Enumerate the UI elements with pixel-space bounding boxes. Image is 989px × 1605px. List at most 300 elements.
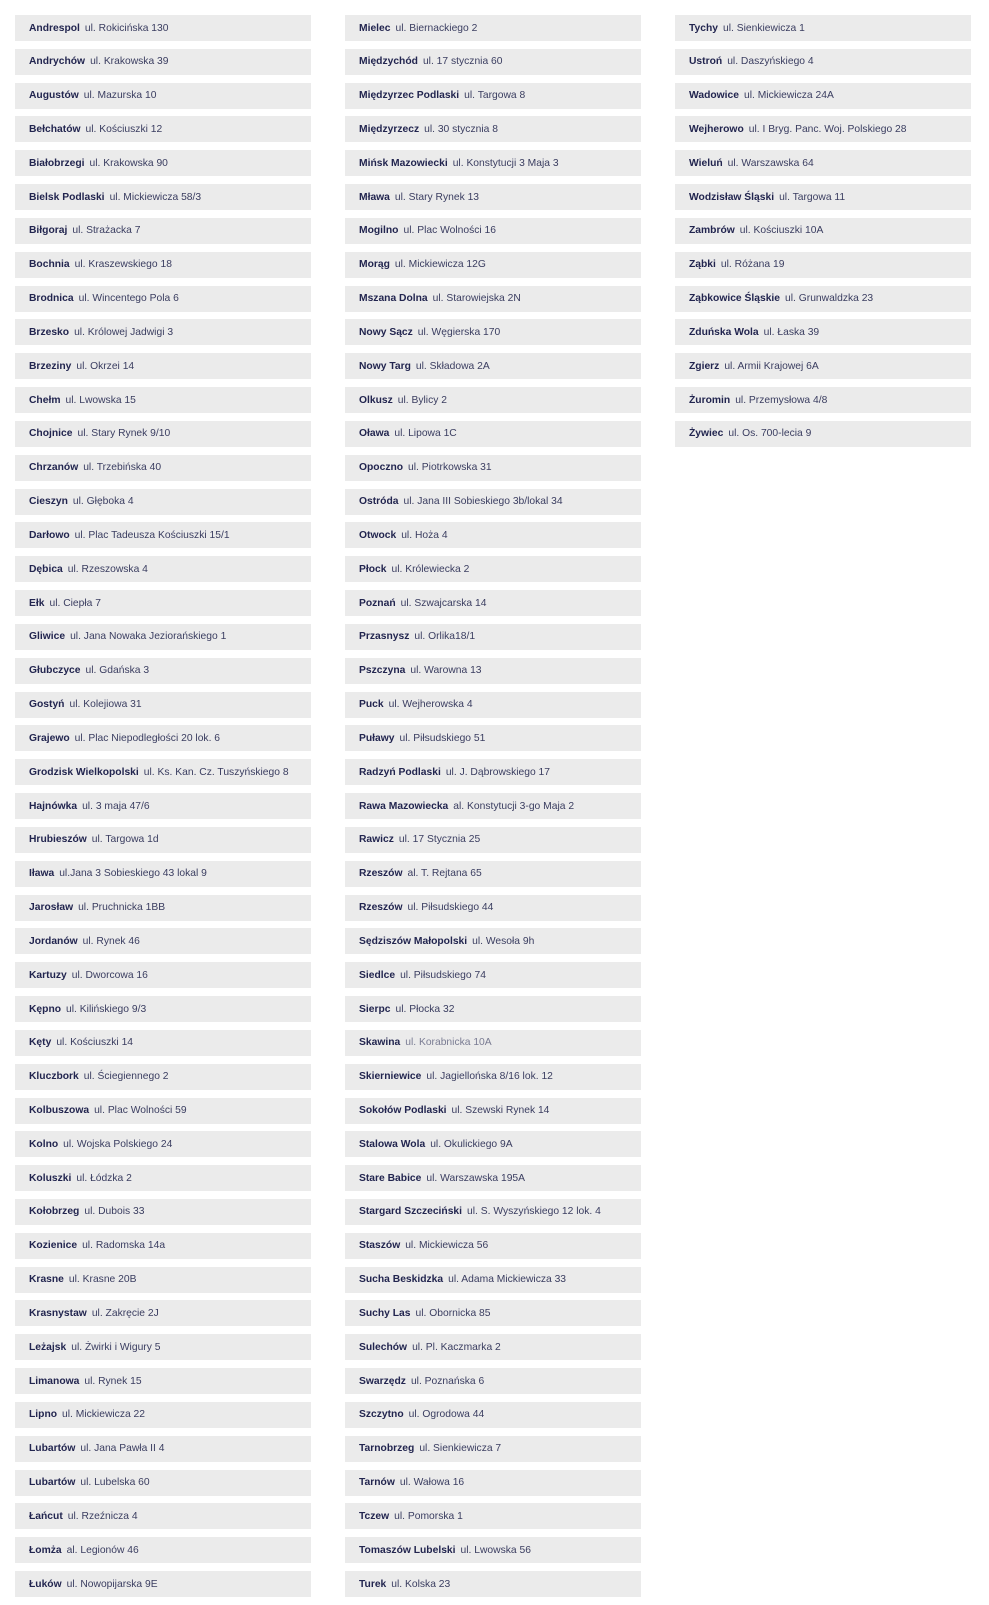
location-item[interactable]: [345, 319, 641, 345]
location-city: Tczew: [359, 1510, 390, 1522]
location-city: Suchy Las: [359, 1307, 411, 1319]
location-city: Limanowa: [29, 1375, 80, 1387]
location-item[interactable]: [15, 1098, 311, 1124]
location-address: al. Konstytucji 3-go Maja 2: [453, 800, 575, 812]
location-item[interactable]: [345, 387, 641, 413]
location-address: ul. Adama Mickiewicza 33: [448, 1274, 567, 1286]
location-item[interactable]: [345, 1131, 641, 1157]
location-city: Dębica: [29, 563, 63, 575]
location-city: Żywiec: [689, 428, 724, 440]
location-city: Łuków: [29, 1578, 62, 1590]
location-item[interactable]: [15, 319, 311, 345]
location-address: ul. Krakowska 90: [89, 157, 168, 169]
location-address: ul. Jana III Sobieskiego 3b/lokal 34: [403, 496, 563, 508]
location-city: Wieluń: [689, 157, 723, 169]
location-city: Płock: [359, 563, 387, 575]
location-city: Morąg: [359, 259, 390, 271]
location-item[interactable]: [15, 1165, 311, 1191]
location-item[interactable]: [345, 1300, 641, 1326]
location-address: ul. Królowej Jadwigi 3: [74, 326, 174, 338]
location-address: ul. Ks. Kan. Cz. Tuszyńskiego 8: [143, 766, 289, 778]
location-address: ul. Piłsudskiego 44: [407, 902, 494, 914]
location-address: ul. Targowa 1d: [91, 834, 159, 846]
location-item[interactable]: [15, 184, 311, 210]
location-address: ul. Okrzei 14: [76, 360, 135, 372]
location-item[interactable]: [345, 827, 641, 853]
location-item[interactable]: [15, 83, 311, 109]
location-item[interactable]: [15, 286, 311, 312]
location-address: ul.Jana 3 Sobieskiego 43 lokal 9: [59, 868, 207, 880]
location-item[interactable]: [675, 150, 971, 176]
location-address: ul. Plac Wolności 16: [403, 225, 496, 237]
location-city: Andrespol: [29, 22, 80, 34]
location-item[interactable]: [345, 590, 641, 616]
location-city: Ząbki: [689, 259, 716, 271]
location-city: Brodnica: [29, 293, 74, 305]
location-address: ul. Poznańska 6: [410, 1375, 485, 1387]
location-item[interactable]: [345, 522, 641, 548]
location-item[interactable]: [15, 1537, 311, 1563]
location-city: Ełk: [29, 597, 45, 609]
location-city: Lubartów: [29, 1443, 76, 1455]
location-address: ul. Nowopijarska 9E: [66, 1578, 158, 1590]
location-address: ul. Trzebińska 40: [83, 462, 162, 474]
location-address: ul. Jagiellońska 8/16 lok. 12: [426, 1071, 553, 1083]
location-city: Sucha Beskidzka: [359, 1274, 444, 1286]
location-address: ul. Daszyńskiego 4: [727, 56, 814, 68]
location-item[interactable]: [15, 1503, 311, 1529]
location-city: Iława: [29, 868, 55, 880]
location-address: ul. Armii Krajowej 6A: [724, 360, 819, 372]
location-item[interactable]: [345, 1334, 641, 1360]
location-address: ul. Plac Tadeusza Kościuszki 15/1: [74, 529, 230, 541]
location-address: ul. Węgierska 170: [417, 326, 501, 338]
location-item[interactable]: [15, 218, 311, 244]
location-city: Kołobrzeg: [29, 1206, 80, 1218]
location-city: Stargard Szczeciński: [359, 1206, 463, 1218]
location-city: Biłgoraj: [29, 225, 68, 237]
location-address: ul. Rynek 46: [82, 935, 140, 947]
location-city: Bochnia: [29, 259, 70, 271]
location-city: Chrzanów: [29, 462, 79, 474]
location-city: Hrubieszów: [29, 834, 87, 846]
location-address: ul. Warszawska 64: [727, 157, 814, 169]
location-address: ul. Głęboka 4: [72, 496, 134, 508]
location-address: ul. Sienkiewicza 7: [419, 1443, 502, 1455]
location-city: Swarzędz: [359, 1375, 406, 1387]
location-city: Lipno: [29, 1409, 58, 1421]
location-address: ul. Łódzka 2: [76, 1172, 132, 1184]
location-item[interactable]: [15, 1368, 311, 1394]
location-item[interactable]: [345, 1571, 641, 1597]
location-address: ul. Mickiewicza 56: [405, 1240, 489, 1252]
location-address: ul. Dubois 33: [84, 1206, 145, 1218]
location-city: Ustroń: [689, 56, 723, 68]
location-address: al. Legionów 46: [66, 1544, 139, 1556]
location-address: ul. Łaska 39: [763, 326, 820, 338]
location-item[interactable]: [15, 1030, 311, 1056]
location-item[interactable]: [15, 387, 311, 413]
location-item[interactable]: [345, 15, 641, 41]
location-column-2: [345, 15, 641, 1605]
location-address: ul. Lubelska 60: [80, 1477, 150, 1489]
location-item[interactable]: [15, 116, 311, 142]
location-city: Nowy Sącz: [359, 326, 413, 338]
location-address: ul. S. Wyszyńskiego 12 lok. 4: [467, 1206, 601, 1218]
location-city: Puck: [359, 699, 384, 711]
location-address: ul. Krakowska 39: [90, 56, 169, 68]
location-address: ul. 17 Stycznia 25: [398, 834, 481, 846]
location-city: Bielsk Podlaski: [29, 191, 105, 203]
location-city: Zambrów: [689, 225, 735, 237]
location-city: Puławy: [359, 732, 395, 744]
location-item[interactable]: [345, 353, 641, 379]
location-address: ul. Pomorska 1: [394, 1510, 463, 1522]
location-city: Olkusz: [359, 394, 393, 406]
location-address: ul. Przemysłowa 4/8: [735, 394, 828, 406]
location-address: ul. Szewski Rynek 14: [451, 1105, 550, 1116]
location-city: Brzesko: [29, 326, 70, 338]
location-city: Głubczyce: [29, 665, 81, 677]
location-address: ul. Rynek 15: [84, 1375, 142, 1387]
location-city: Cieszyn: [29, 496, 68, 508]
location-address: ul. Ciepła 7: [49, 597, 101, 609]
location-city: Kolbuszowa: [29, 1105, 90, 1116]
location-address: ul. Rokicińska 130: [84, 22, 169, 34]
location-address: ul. Stary Rynek 9/10: [77, 428, 171, 440]
location-item[interactable]: [345, 1267, 641, 1293]
location-city: Łomża: [29, 1544, 62, 1556]
location-city: Międzychód: [359, 56, 418, 68]
location-city: Leżajsk: [29, 1341, 67, 1353]
location-address: ul. Jana Nowaka Jeziorańskiego 1: [70, 631, 227, 643]
location-city: Sokołów Podlaski: [359, 1105, 447, 1116]
location-item[interactable]: [345, 556, 641, 582]
location-column-3: [675, 15, 971, 455]
location-item[interactable]: [345, 489, 641, 515]
location-item[interactable]: [15, 1199, 311, 1225]
location-item[interactable]: [15, 556, 311, 582]
location-city: Andrychów: [29, 56, 86, 68]
location-city: Kolno: [29, 1138, 59, 1150]
location-address: ul. Os. 700-lecia 9: [728, 428, 812, 440]
location-city: Mielec: [359, 22, 391, 34]
location-address: ul. Królewiecka 2: [391, 563, 470, 575]
location-item[interactable]: [675, 319, 971, 345]
location-item[interactable]: [345, 455, 641, 481]
location-item[interactable]: [675, 218, 971, 244]
location-item[interactable]: [675, 252, 971, 278]
location-item[interactable]: [345, 759, 641, 785]
location-city: Brzeziny: [29, 360, 72, 372]
location-item[interactable]: [345, 793, 641, 819]
location-item[interactable]: [675, 49, 971, 75]
location-address: ul. Radomska 14a: [82, 1240, 166, 1252]
location-address: ul. Pl. Kaczmarka 2: [412, 1341, 501, 1353]
location-city: Augustów: [29, 90, 79, 102]
location-address: ul. Strażacka 7: [72, 225, 141, 237]
location-city: Hajnówka: [29, 800, 78, 812]
location-item[interactable]: [15, 962, 311, 988]
location-address: ul. Warszawska 195A: [426, 1172, 526, 1184]
location-address: ul. J. Dąbrowskiego 17: [445, 766, 550, 778]
location-address: ul. Mickiewicza 22: [62, 1409, 146, 1421]
location-address: ul. Żwirki i Wigury 5: [71, 1341, 161, 1353]
location-city: Grajewo: [29, 732, 70, 744]
location-item[interactable]: [15, 624, 311, 650]
location-item[interactable]: [345, 1537, 641, 1563]
location-address: ul. Rzeźnicza 4: [67, 1510, 138, 1522]
location-address: ul. Kolejiowa 31: [69, 699, 142, 711]
location-item[interactable]: [345, 116, 641, 142]
location-city: Opoczno: [359, 462, 404, 474]
location-address: ul. Biernackiego 2: [395, 22, 478, 34]
location-item[interactable]: [15, 692, 311, 718]
location-item[interactable]: [345, 1199, 641, 1225]
location-item[interactable]: [15, 421, 311, 447]
location-item[interactable]: [675, 83, 971, 109]
location-item[interactable]: [345, 1064, 641, 1090]
location-item[interactable]: [15, 928, 311, 954]
location-item[interactable]: [15, 759, 311, 785]
location-item[interactable]: [345, 1030, 641, 1056]
location-item[interactable]: [15, 827, 311, 853]
location-city: Mława: [359, 191, 390, 203]
location-address: ul. Sienkiewicza 1: [723, 22, 805, 34]
location-address: ul. Kościuszki 10A: [739, 225, 824, 237]
location-item[interactable]: [15, 725, 311, 751]
location-address: ul. Starowiejska 2N: [432, 293, 521, 305]
location-address: ul. Warowna 13: [410, 665, 482, 677]
location-city: Siedlce: [359, 969, 396, 981]
location-item[interactable]: [15, 1233, 311, 1259]
location-address: ul. Krasne 20B: [68, 1274, 137, 1286]
location-item[interactable]: [675, 286, 971, 312]
location-address: ul. Plac Wolności 59: [94, 1105, 187, 1116]
location-city: Kluczbork: [29, 1071, 79, 1083]
location-city: Tarnobrzeg: [359, 1443, 415, 1455]
location-city: Krasnystaw: [29, 1307, 87, 1319]
location-city: Darłowo: [29, 529, 70, 541]
location-address: ul. Piotrkowska 31: [408, 462, 492, 474]
location-city: Tomaszów Lubelski: [359, 1544, 456, 1556]
location-address: ul. Targowa 8: [464, 90, 526, 102]
location-address: ul. Kolska 23: [391, 1578, 451, 1590]
location-city: Rzeszów: [359, 868, 403, 880]
location-city: Turek: [359, 1578, 387, 1590]
location-item[interactable]: [345, 725, 641, 751]
location-item[interactable]: [675, 116, 971, 142]
location-city: Tarnów: [359, 1477, 395, 1489]
location-address: ul. Szwajcarska 14: [400, 597, 487, 609]
location-item[interactable]: [15, 252, 311, 278]
location-item[interactable]: [15, 522, 311, 548]
location-address: ul. Plac Niepodległości 20 lok. 6: [74, 732, 221, 744]
location-city: Otwock: [359, 529, 397, 541]
location-city: Mszana Dolna: [359, 293, 428, 305]
location-item[interactable]: [15, 1470, 311, 1496]
location-address: ul. Ogrodowa 44: [408, 1409, 485, 1421]
location-city: Żuromin: [689, 394, 731, 406]
location-address: ul. Targowa 11: [779, 191, 846, 203]
location-item[interactable]: [15, 590, 311, 616]
location-city: Stare Babice: [359, 1172, 422, 1184]
location-item[interactable]: [15, 861, 311, 887]
location-item[interactable]: [15, 996, 311, 1022]
location-item[interactable]: [345, 1233, 641, 1259]
location-item[interactable]: [675, 353, 971, 379]
location-city: Radzyń Podlaski: [359, 766, 441, 778]
location-item[interactable]: [15, 1436, 311, 1462]
location-address: ul. Obornicka 85: [415, 1307, 491, 1319]
location-item[interactable]: [345, 1368, 641, 1394]
location-item[interactable]: [345, 1402, 641, 1428]
location-address: ul. Mickiewicza 12G: [394, 259, 486, 271]
location-address: ul. Piłsudskiego 74: [400, 969, 486, 981]
location-item[interactable]: [15, 793, 311, 819]
location-address: ul. Pruchnicka 1BB: [78, 902, 166, 914]
location-city: Oława: [359, 428, 390, 440]
location-item[interactable]: [345, 1503, 641, 1529]
location-address: ul. Wałowa 16: [399, 1477, 465, 1489]
location-city: Stalowa Wola: [359, 1138, 426, 1150]
location-item[interactable]: [345, 1436, 641, 1462]
location-item[interactable]: [345, 83, 641, 109]
location-city: Chełm: [29, 394, 61, 406]
location-city: Jordanów: [29, 935, 78, 947]
location-item[interactable]: [345, 861, 641, 887]
location-city: Międzyrzec Podlaski: [359, 90, 460, 102]
location-item[interactable]: [15, 150, 311, 176]
location-item[interactable]: [15, 455, 311, 481]
location-address: ul. Kilińskiego 9/3: [66, 1003, 147, 1015]
location-address: ul. Okulickiego 9A: [430, 1138, 513, 1150]
location-address: ul. Zakręcie 2J: [91, 1307, 159, 1319]
location-item[interactable]: [345, 252, 641, 278]
location-item[interactable]: [15, 1300, 311, 1326]
location-city: Kęty: [29, 1037, 52, 1049]
location-address: ul. Płocka 32: [395, 1003, 455, 1015]
location-city: Przasnysz: [359, 631, 410, 643]
location-city: Gliwice: [29, 631, 66, 643]
location-city: Skierniewice: [359, 1071, 422, 1083]
location-item[interactable]: [345, 1470, 641, 1496]
location-address: ul. Lwowska 15: [65, 394, 136, 406]
location-item[interactable]: [345, 658, 641, 684]
location-city: Łańcut: [29, 1510, 63, 1522]
location-item[interactable]: [345, 421, 641, 447]
location-address: ul. 3 maja 47/6: [82, 800, 150, 812]
location-item[interactable]: [15, 49, 311, 75]
location-address: ul. Wojska Polskiego 24: [63, 1138, 173, 1150]
location-city: Kartuzy: [29, 969, 67, 981]
location-city: Skawina: [359, 1037, 401, 1049]
location-item[interactable]: [345, 218, 641, 244]
location-address: ul. Stary Rynek 13: [394, 191, 480, 203]
location-item[interactable]: [675, 15, 971, 41]
location-city: Bełchatów: [29, 123, 81, 135]
location-address: ul. I Bryg. Panc. Woj. Polskiego 28: [748, 123, 907, 135]
location-address: ul. Rzeszowska 4: [67, 563, 148, 575]
location-city: Gostyń: [29, 699, 65, 711]
location-city: Pszczyna: [359, 665, 406, 677]
location-item[interactable]: [15, 1402, 311, 1428]
location-address: ul. Kościuszki 12: [85, 123, 163, 135]
location-city: Poznań: [359, 597, 396, 609]
location-city: Szczytno: [359, 1409, 404, 1421]
location-item[interactable]: [675, 387, 971, 413]
location-city: Grodzisk Wielkopolski: [29, 766, 139, 778]
location-address: ul. Mickiewicza 58/3: [109, 191, 202, 203]
location-city: Rawa Mazowiecka: [359, 800, 449, 812]
location-item[interactable]: [345, 996, 641, 1022]
location-city: Tychy: [689, 22, 718, 34]
location-item[interactable]: [345, 1165, 641, 1191]
location-city: Chojnice: [29, 428, 73, 440]
location-item[interactable]: [15, 895, 311, 921]
location-city: Staszów: [359, 1240, 401, 1252]
location-address: ul. Różana 19: [720, 259, 785, 271]
location-address: ul. Konstytucji 3 Maja 3: [452, 157, 559, 169]
location-city: Białobrzegi: [29, 157, 85, 169]
location-address: ul. Grunwaldzka 23: [785, 293, 874, 305]
location-item[interactable]: [15, 658, 311, 684]
location-address: ul. Kraszewskiego 18: [74, 259, 172, 271]
location-city: Ząbkowice Śląskie: [689, 293, 781, 305]
location-item[interactable]: [345, 692, 641, 718]
location-item[interactable]: [345, 286, 641, 312]
location-address: ul. 17 stycznia 60: [422, 56, 503, 68]
location-item[interactable]: [345, 624, 641, 650]
location-item[interactable]: [15, 353, 311, 379]
location-city: Kozienice: [29, 1240, 78, 1252]
location-item[interactable]: [345, 1098, 641, 1124]
location-item[interactable]: [345, 150, 641, 176]
location-city: Zgierz: [689, 360, 720, 372]
location-address: ul. Bylicy 2: [397, 394, 447, 406]
location-item[interactable]: [675, 421, 971, 447]
location-address: ul. Lipowa 1C: [394, 428, 457, 440]
location-item[interactable]: [345, 962, 641, 988]
location-address: ul. Składowa 2A: [415, 360, 490, 372]
location-item[interactable]: [15, 1131, 311, 1157]
location-city: Rzeszów: [359, 902, 403, 914]
location-item[interactable]: [345, 184, 641, 210]
location-address: ul. Kościuszki 14: [56, 1037, 134, 1049]
location-city: Wadowice: [689, 90, 739, 102]
location-address: ul. Hoża 4: [401, 529, 448, 541]
location-item[interactable]: [345, 895, 641, 921]
location-address: ul. Wincentego Pola 6: [78, 293, 179, 305]
location-city: Kępno: [29, 1003, 62, 1015]
location-item[interactable]: [15, 1267, 311, 1293]
location-column-1: [15, 15, 311, 1605]
location-city: Wejherowo: [689, 123, 744, 135]
location-item[interactable]: [15, 1064, 311, 1090]
location-address: al. T. Rejtana 65: [407, 868, 482, 880]
location-city: Mińsk Mazowiecki: [359, 157, 448, 169]
location-address: ul. Piłsudskiego 51: [399, 732, 486, 744]
location-item[interactable]: [345, 928, 641, 954]
location-item[interactable]: [15, 15, 311, 41]
location-item[interactable]: [15, 489, 311, 515]
location-item[interactable]: [15, 1334, 311, 1360]
location-item[interactable]: [345, 49, 641, 75]
location-address: ul. Mickiewicza 24A: [743, 90, 834, 102]
location-item[interactable]: [15, 1571, 311, 1597]
location-address: ul. Dworcowa 16: [71, 969, 148, 981]
location-item[interactable]: [675, 184, 971, 210]
